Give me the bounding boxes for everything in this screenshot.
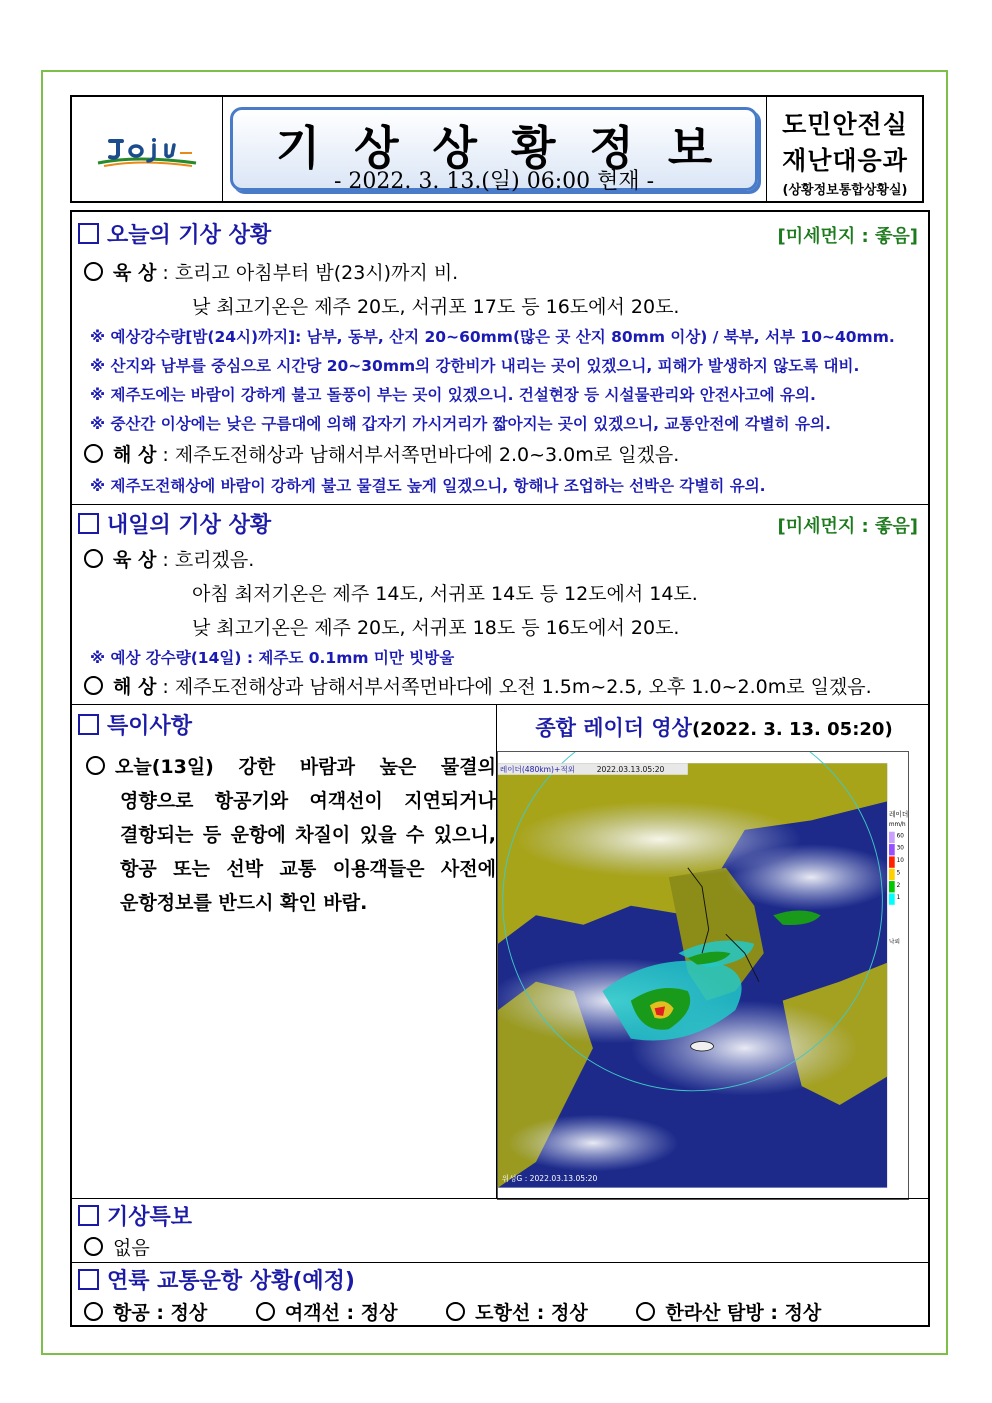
department-name: 도민안전실 [782, 110, 908, 139]
today-land-row [84, 258, 458, 285]
warning-row [84, 1233, 150, 1260]
circle-bullet-icon [256, 1302, 275, 1321]
transport-air [84, 1302, 207, 1324]
legend-swatch [889, 844, 895, 855]
checkbox-icon [78, 714, 99, 735]
transport-hallasan-text: 한라산 탐방 : 정상 [665, 1302, 822, 1324]
legend-value: 30 [896, 845, 904, 852]
tomorrow-land-line2: 아침 최저기온은 제주 14도, 서귀포 14도 등 12도에서 14도. [192, 583, 698, 605]
radar-map [498, 752, 908, 1199]
warning-value: 없음 [113, 1237, 150, 1259]
today-land-line2: 낮 최고기온은 제주 20도, 서귀포 17도 등 16도에서 20도. [192, 296, 680, 318]
checkbox-icon [78, 223, 99, 244]
special-heading-text: 특이사항 [107, 714, 193, 739]
transport-ferry-text: 여객선 : 정상 [284, 1302, 398, 1324]
circle-bullet-icon [84, 1237, 103, 1256]
today-dust: [미세먼지 : 좋음] [777, 226, 918, 247]
legend-title: 레이더 [889, 810, 908, 819]
legend-value: 10 [896, 858, 904, 865]
today-land-line1: : 흐리고 아침부터 밤(23시)까지 비. [162, 262, 459, 284]
special-heading [78, 709, 192, 740]
radar-image [497, 751, 909, 1200]
main-table [70, 210, 930, 1327]
legend-swatch [889, 856, 895, 867]
tomorrow-sea-line: : 제주도전해상과 남해서부서쪽먼바다에 오전 1.5m~2.5, 오후 1.0~2.0m로 일겠음. [162, 676, 872, 698]
today-note-2: ※ 산지와 남부를 중심으로 시간당 20~30mm의 강한비가 내리는 곳이 있겠으니, 피해가 발생하지 않도록 대비. [90, 357, 860, 375]
special-line [86, 750, 496, 784]
today-note-3: ※ 제주도에는 바람이 강하게 불고 돌풍이 부는 곳이 있겠으니. 건설현장 등 시설물관리와 안전사고에 유의. [90, 386, 816, 404]
transport-island-ferry [446, 1302, 588, 1324]
division-name: 재난대응과 [782, 146, 908, 175]
transport-island-ferry-text: 도항선 : 정상 [475, 1302, 588, 1324]
today-heading-text: 오늘의 기상 상황 [107, 223, 272, 248]
radar-caption-time: 2022.03.13.05:20 [596, 764, 665, 774]
land-label: 육 상 [113, 549, 157, 571]
logo-cell [72, 97, 223, 201]
circle-bullet-icon [86, 756, 105, 775]
transport-heading [78, 1264, 355, 1295]
tomorrow-heading-text: 내일의 기상 상황 [107, 513, 272, 538]
title-box [230, 107, 758, 194]
tomorrow-note: ※ 예상 강수량(14일) : 제주도 0.1mm 미만 빗방울 [90, 649, 455, 667]
divider [72, 704, 928, 705]
legend-unit: mm/h [889, 822, 906, 829]
transport-heading-text: 연륙 교통운항 상황(예정) [107, 1269, 355, 1294]
divider [72, 1262, 928, 1263]
radar-caption-top: 레이더(480km)+적외 [499, 764, 576, 774]
special-line: 영향으로 항공기와 여객선이 지연되거나 [120, 790, 496, 812]
tomorrow-land-line3: 낮 최고기온은 제주 20도, 서귀포 18도 등 16도에서 20도. [192, 617, 680, 639]
transport-row [84, 1298, 821, 1325]
divider [72, 1198, 928, 1199]
checkbox-icon [78, 1205, 99, 1226]
page-title: 기상상황정보 [275, 121, 747, 175]
tomorrow-land-row [84, 545, 254, 572]
transport-hallasan [636, 1302, 821, 1324]
special-line: 운항정보를 반드시 확인 바람. [120, 892, 368, 914]
special-line: 항공 또는 선박 교통 이용객들은 사전에 [120, 858, 496, 880]
today-note-4: ※ 중산간 이상에는 낮은 구름대에 의해 갑자기 가시거리가 짧아지는 곳이 있겠으니, 교통안전에 각별히 유의. [90, 415, 831, 433]
legend-swatch [889, 893, 895, 904]
radar-date: (2022. 3. 13. 05:20) [691, 719, 893, 740]
warning-heading [78, 1200, 192, 1231]
today-note-1: ※ 예상강수량[밤(24시)까지]: 남부, 동부, 산지 20~60mm(많은 곳 산지 80mm 이상) / 북부, 서부 10~40mm. [90, 328, 895, 346]
radar-caption-bottom: 위성G : 2022.03.13.05:20 [501, 1173, 598, 1183]
legend-lightning: 낙뢰 [889, 939, 901, 946]
tomorrow-dust: [미세먼지 : 좋음] [777, 516, 918, 537]
land-label: 육 상 [113, 262, 157, 284]
tomorrow-sea-row [84, 672, 872, 699]
page-subtitle: - 2022. 3. 13.(일) 06:00 현재 - [333, 169, 655, 194]
warning-heading-text: 기상특보 [107, 1205, 193, 1230]
special-line: 결항되는 등 운항에 차질이 있을 수 있으니, [120, 824, 496, 846]
special-line-text: 오늘(13일) 강한 바람과 높은 물결의 [115, 756, 496, 778]
circle-bullet-icon [84, 1302, 103, 1321]
radar-legend [889, 810, 908, 819]
legend-value: 2 [896, 882, 901, 889]
tomorrow-land-line1: : 흐리겠음. [162, 549, 255, 571]
legend-value: 5 [896, 870, 901, 877]
legend-value: 60 [896, 833, 904, 840]
radar-title [497, 712, 931, 742]
sea-label: 해 상 [113, 444, 157, 466]
special-text [86, 750, 496, 920]
circle-bullet-icon [84, 676, 103, 695]
checkbox-icon [78, 513, 99, 534]
jeju-logo [96, 133, 200, 173]
circle-bullet-icon [446, 1302, 465, 1321]
circle-bullet-icon [84, 549, 103, 568]
circle-bullet-icon [84, 444, 103, 463]
today-heading [78, 218, 271, 249]
header [70, 95, 924, 203]
today-sea-line: : 제주도전해상과 남해서부서쪽먼바다에 2.0~3.0m로 일겠음. [162, 444, 680, 466]
circle-bullet-icon [636, 1302, 655, 1321]
legend-swatch [889, 832, 895, 843]
legend-swatch [889, 881, 895, 892]
legend-value: 1 [896, 895, 901, 902]
department-cell [766, 97, 923, 201]
radar-title-text: 종합 레이더 영상 [535, 716, 692, 740]
tomorrow-heading [78, 508, 271, 539]
radar-legend-scale [889, 822, 906, 946]
sea-label: 해 상 [113, 676, 157, 698]
today-sea-note: ※ 제주도전해상에 바람이 강하게 불고 물결도 높게 일겠으니, 항해나 조업하는 선박은 각별히 유의. [90, 477, 766, 495]
office-name: (상황정보통합상황실) [782, 183, 908, 198]
checkbox-icon [78, 1269, 99, 1290]
circle-bullet-icon [84, 262, 103, 281]
transport-air-text: 항공 : 정상 [113, 1302, 208, 1324]
transport-ferry [256, 1302, 398, 1324]
legend-swatch [889, 869, 895, 880]
today-sea-row [84, 440, 679, 467]
divider [72, 504, 928, 505]
